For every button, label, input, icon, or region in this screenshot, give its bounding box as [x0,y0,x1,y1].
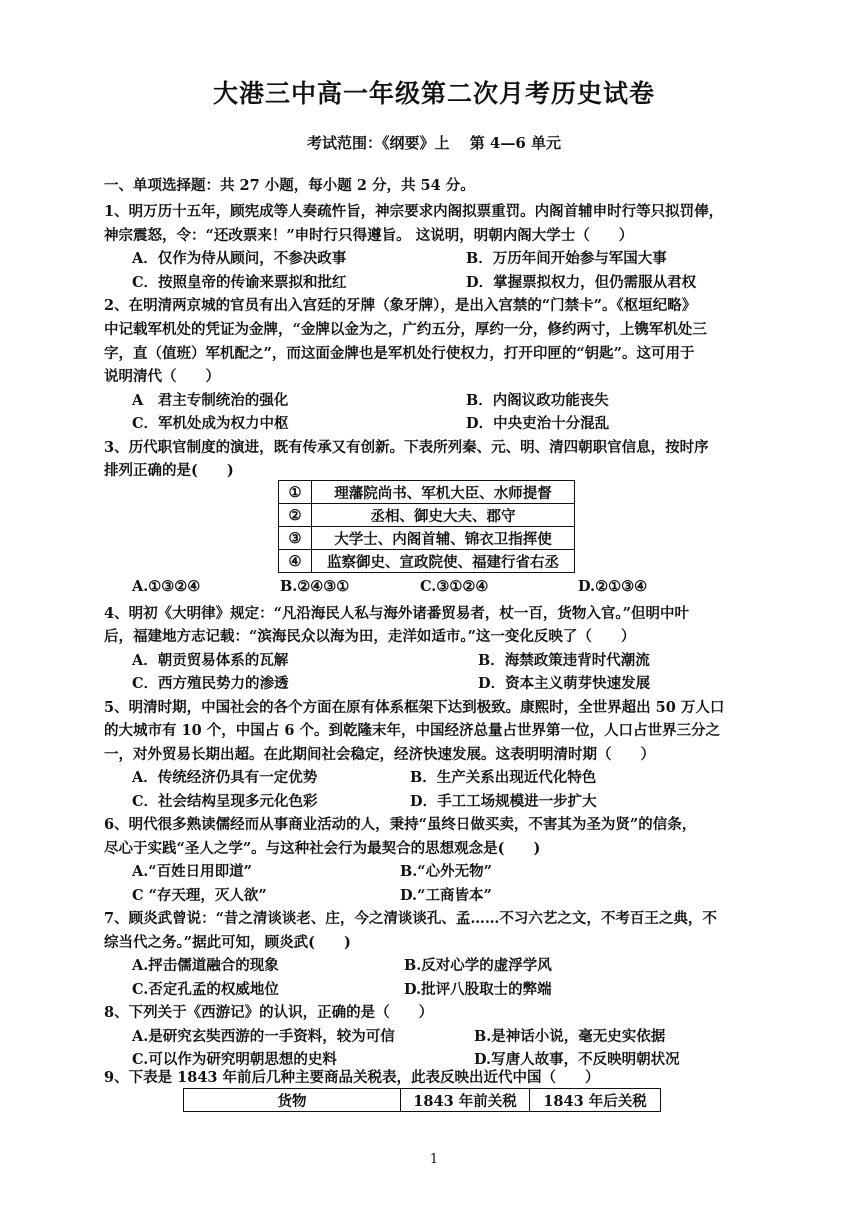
table-row [279,481,575,504]
question-6-line-2: 尽心于实践“圣人之学”。与这种社会行为最契合的思想观念是( ) [104,840,541,857]
question-2-line-4: 说明清代（ ） [104,368,220,385]
question-7-option-b: B.反对心学的虚浮学风 [404,957,552,974]
question-4-line-1: 4、明初《大明律》规定：“凡沿海民人私与海外诸番贸易者，杖一百，货物入官。”但明中叶 [104,605,690,622]
question-1-line-2: 神宗震怒，令：“还改票来！”申时行只得遵旨。 这说明，明朝内阁大学士（ ） [104,227,634,244]
table-row [279,527,575,550]
question-5-option-b: B．生产关系出现近代化特色 [410,769,597,786]
question-4-option-c: C．西方殖民势力的渗透 [132,675,289,692]
table-row [279,550,575,573]
table-cell: 监察御史、宣政院使、福建行省右丞 [312,550,575,573]
table-header-cell: 1843 年前关税 [401,1089,530,1112]
question-2-option-c: C．军机处成为权力中枢 [132,415,289,432]
question-6-option-c: C “存天理，灭人欲” [132,887,267,904]
exam-scope: 考试范围：《纲要》上 第 4—6 单元 [306,134,562,152]
question-2-option-b: B．内阁议政功能丧失 [466,392,609,409]
question-6-option-a: A.“百姓日用即道” [132,863,252,880]
question-3-table [278,480,575,573]
question-1-option-b: B．万历年间开始参与军国大事 [466,250,667,267]
table-cell: 丞相、御史大夫、郡守 [312,504,575,527]
question-3-option-a: A.①③②④ [132,578,201,595]
question-5-option-d: D．手工工场规模进一步扩大 [410,793,597,810]
question-6-option-d: D.“工商皆本” [400,887,492,904]
question-7-option-d: D.批评八股取士的弊端 [404,981,552,998]
question-3-line-1: 3、历代职官制度的演进，既有传承又有创新。下表所列秦、元、明、清四朝职官信息，按时序 [104,439,709,456]
page-number: 1 [429,1152,439,1167]
question-5-option-a: A．传统经济仍具有一定优势 [132,769,318,786]
question-2-line-3: 字，直（值班）军机配之”，而这面金牌也是军机处行使权力，打开印匣的“钥匙”。这可用于 [104,345,695,362]
question-7-line-1: 7、顾炎武曾说：“昔之清谈谈老、庄，今之清谈谈孔、孟……不习六艺之文，不考百王之典，不 [104,910,717,927]
question-9-line-1: 9、下表是 1843 年前后几种主要商品关税表，此表反映出近代中国（ ） [104,1069,600,1086]
table-cell: 理藩院尚书、军机大臣、水师提督 [312,481,575,504]
question-5-line-3: 一，对外贸易长期出超。在此期间社会稳定，经济快速发展。这表明明清时期（ ） [104,746,655,763]
table-cell: ① [279,481,312,504]
question-7-option-c: C.否定孔孟的权威地位 [132,981,279,998]
question-6-line-1: 6、明代很多熟读儒经而从事商业活动的人，秉持“虽终日做买卖，不害其为圣为贤”的信条， [104,816,697,833]
question-5-option-c: C．社会结构呈现多元化色彩 [132,793,318,810]
question-2-option-a: A 君主专制统治的强化 [132,392,289,409]
question-7-option-a: A.抨击儒道融合的现象 [132,957,279,974]
section-heading: 一、单项选择题：共 27 小题，每小题 2 分，共 54 分。 [104,177,475,194]
table-header-cell: 货物 [184,1089,401,1112]
question-5-line-2: 的大城市有 10 个，中国占 6 个。到乾隆末年，中国经济总量占世界第一位，人口占世界三分之 [104,722,720,739]
question-1-option-c: C．按照皇帝的传谕来票拟和批红 [132,274,347,291]
table-cell: ④ [279,550,312,573]
question-7-line-2: 综当代之务。”据此可知，顾炎武( ) [104,934,351,951]
question-4-option-d: D．资本主义萌芽快速发展 [478,675,651,692]
question-3-option-c: C.③①②④ [420,578,489,595]
table-cell: ② [279,504,312,527]
question-8-option-b: B.是神话小说，毫无史实依据 [474,1028,666,1045]
table-header-row [184,1089,661,1112]
table-row [279,504,575,527]
table-cell: ③ [279,527,312,550]
question-2-line-2: 中记载军机处的凭证为金牌，“金牌以金为之，广约五分，厚约一分，修约两寸，上镌军机处三 [104,321,707,338]
table-header-cell: 1843 年后关税 [530,1089,661,1112]
question-8-line-1: 8、下列关于《西游记》的认识，正确的是（ ） [104,1004,434,1021]
question-8-option-d: D.写唐人故事，不反映明朝状况 [474,1051,680,1068]
question-3-line-2: 排列正确的是( ) [104,462,234,479]
page-title: 大港三中高一年级第二次月考历史试卷 [212,79,655,108]
question-6-option-b: B.“心外无物” [400,863,492,880]
question-1-option-a: A．仅作为侍从顾问，不参决政事 [132,250,347,267]
question-5-line-1: 5、明清时期，中国社会的各个方面在原有体系框架下达到极致。康熙时，全世界超出 50 万人口 [104,699,725,716]
question-4-option-a: A．朝贡贸易体系的瓦解 [132,652,289,669]
question-2-line-1: 2、在明清两京城的官员有出入宫廷的牙牌（象牙牌），是出入宫禁的“门禁卡”。《枢垣纪略》 [104,297,697,314]
question-9-table [183,1088,661,1112]
question-3-option-d: D.②①③④ [578,578,648,595]
question-8-option-c: C.可以作为研究明朝思想的史料 [132,1051,337,1068]
question-4-line-2: 后，福建地方志记载：“滨海民众以海为田，走洋如适市。”这一变化反映了（ ） [104,628,636,645]
question-4-option-b: B．海禁政策违背时代潮流 [478,652,650,669]
question-8-option-a: A.是研究玄奘西游的一手资料，较为可信 [132,1028,395,1045]
question-1-line-1: 1、明万历十五年，顾宪成等人奏疏忤旨，神宗要求内阁拟票重罚。内阁首辅申时行等只拟罚俸， [104,203,724,220]
question-1-option-d: D．掌握票拟权力，但仍需服从君权 [466,274,697,291]
question-2-option-d: D．中央吏治十分混乱 [466,415,610,432]
question-3-option-b: B.②④③① [280,578,350,595]
table-cell: 大学士、内阁首辅、锦衣卫指挥使 [312,527,575,550]
